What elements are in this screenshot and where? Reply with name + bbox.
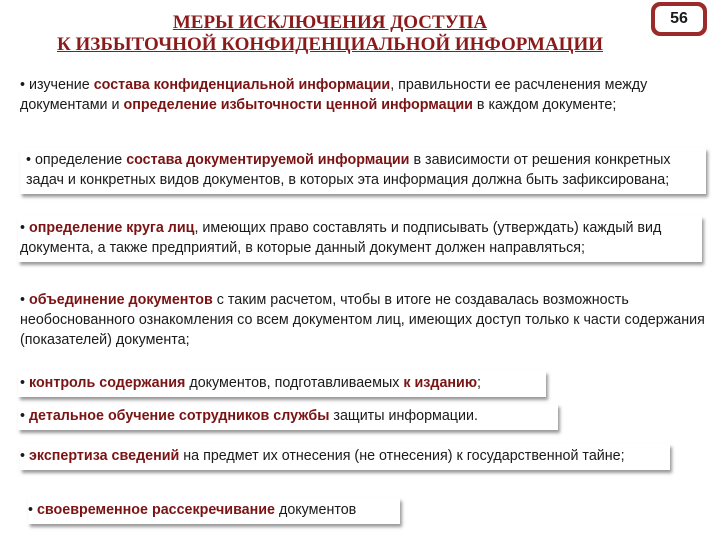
item-text: с таким расчетом, чтобы в итоге не создавалась возможность необоснованного ознакомления со всем документом лиц, имеющих доступ только к части содержания (показателей) документа; xyxy=(20,292,705,348)
item-text: • xyxy=(20,375,29,391)
item-text: в каждом документе; xyxy=(472,97,617,113)
item-text: • изучение xyxy=(20,77,94,93)
item-emphasis: детальное обучение сотрудников службы xyxy=(28,408,330,424)
item-text: в зависимости от решения конкретных задач и конкретных видов документов, в которых эта информация должна быть зафиксирована; xyxy=(26,152,671,188)
item-text: ; xyxy=(477,375,482,391)
item-text: • xyxy=(20,292,29,308)
title-line-1: МЕРЫ ИСКЛЮЧЕНИЯ ДОСТУПА xyxy=(172,12,488,33)
item-emphasis: экспертиза сведений xyxy=(28,448,180,464)
item-emphasis: объединение документов xyxy=(28,292,213,308)
item-text: документов xyxy=(275,502,357,518)
item-emphasis: состава конфиденциальной информации xyxy=(93,77,391,93)
item-text: • определение xyxy=(26,152,127,168)
item-text: • xyxy=(20,408,29,424)
item-emphasis: своевременное рассекречивание xyxy=(36,502,275,518)
slide-number: 56 xyxy=(655,6,703,32)
item-text: , имеющих право составлять и подписывать (утверждать) каждый вид документа, а также предприятий, в которые данный документ должен направляться; xyxy=(20,220,662,256)
item-emphasis: к изданию xyxy=(403,375,478,391)
item-text: , правильности ее расчленения между документами и xyxy=(20,77,648,113)
list-item-6 xyxy=(18,404,558,430)
list-item-4 xyxy=(20,290,710,350)
slide-number-badge xyxy=(651,2,707,36)
item-emphasis: состава документируемой информации xyxy=(126,152,410,168)
item-emphasis: определение круга лиц xyxy=(28,220,195,236)
list-item-3 xyxy=(18,216,702,262)
item-emphasis: определение избыточности ценной информации xyxy=(123,97,473,113)
item-emphasis: контроль содержания xyxy=(28,375,186,391)
item-text: • xyxy=(20,448,29,464)
list-item-8 xyxy=(28,498,400,524)
item-text: защиты информации. xyxy=(329,408,478,424)
list-item-7 xyxy=(20,444,670,470)
item-text: • xyxy=(28,502,37,518)
item-text: • xyxy=(20,220,29,236)
item-text: документов, подготавливаемых xyxy=(185,375,404,391)
list-item-1 xyxy=(20,75,700,115)
list-item-5 xyxy=(18,371,546,397)
title-line-2: К ИЗБЫТОЧНОЙ КОНФИДЕНЦИАЛЬНОЙ ИНФОРМАЦИИ xyxy=(57,34,603,55)
page-title xyxy=(30,12,630,56)
list-item-2 xyxy=(20,148,706,194)
item-text: на предмет их отнесения (не отнесения) к государственной тайне; xyxy=(179,448,625,464)
